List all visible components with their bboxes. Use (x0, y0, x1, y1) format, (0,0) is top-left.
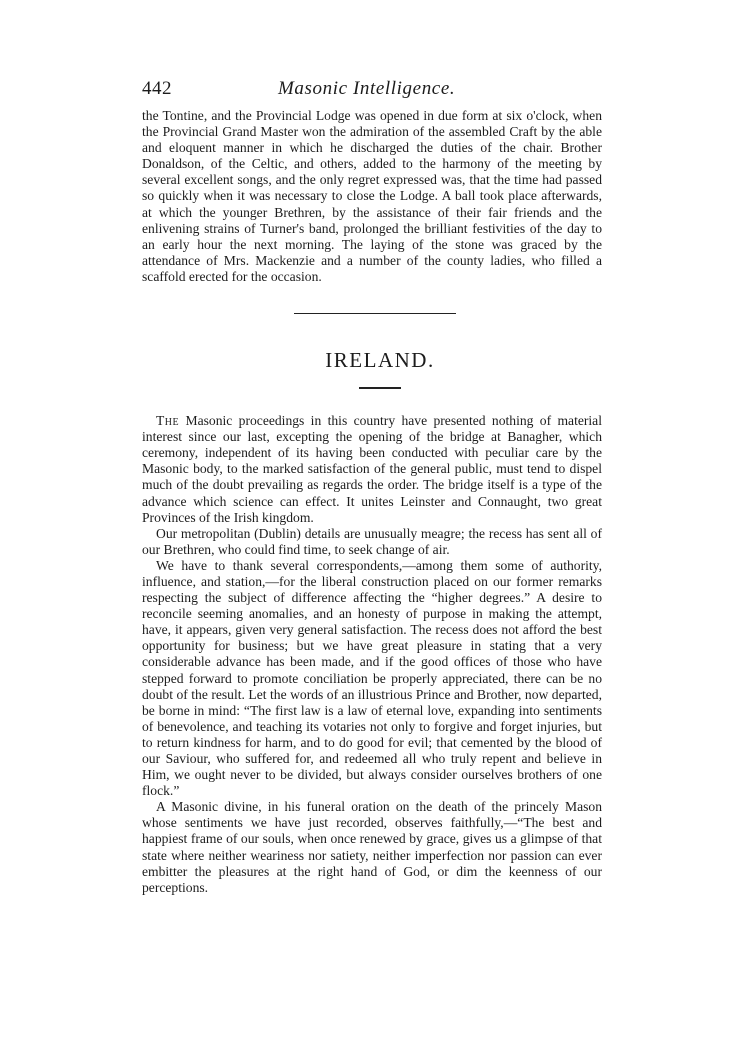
heading-underline-rule (359, 387, 401, 389)
page-number: 442 (142, 78, 172, 99)
section-paragraph-1 (142, 413, 602, 526)
running-head (142, 78, 602, 108)
running-title: Masonic Intelligence. (278, 78, 456, 99)
section-paragraph-2: Our metropolitan (Dublin) details are unusually meagre; the recess has sent all of our Brethren, who could find time, to seek change of air. (142, 525, 602, 557)
section-divider-rule (294, 313, 456, 314)
section-heading: IRELAND. (325, 348, 435, 373)
lead-word: The (156, 413, 180, 429)
book-page (142, 78, 602, 896)
section-paragraph-3: We have to thank several correspondents,—among them some of authority, influence, and station,—for the liberal construction placed on our former remarks respecting the subject of difference affecting the “higher degrees.” A desire to reconcile seeming anomalies, and an honesty of purpose in making the attempt, have, it appears, given very general satisfaction. The recess does not afford the best opportunity for business; but we have great pleasure in stating that a very considerable advance has been made, and if the good offices of those who have stepped forward to promote conciliation be properly appreciated, there can be no doubt of the result. Let the words of an illustrious Prince and Brother, now departed, be borne in mind: “The first law is a law of eternal love, expanding into sentiments of benevolence, and teaching its votaries not only to forgive and forget injuries, but to return kindness for harm, and to do good for evil; that cemented by the blood of our Saviour, who suffered for, and redeemed all who truly repent and believe in Him, we ought never to be divided, but always consider ourselves brothers of one flock.” (142, 557, 602, 799)
continued-paragraph: the Tontine, and the Provincial Lodge was opened in due form at six o'clock, when the Provincial Grand Master won the admiration of the assembled Craft by the able and eloquent manner in which he discharged the duties of the chair. Brother Donaldson, of the Celtic, and others, added to the harmony of the meeting by several excellent songs, and the only regret expressed was, that the time had passed so quickly when it was necessary to close the Lodge. A ball took place afterwards, at which the younger Brethren, by the assistance of their fair friends and the enlivening strains of Turner's band, prolonged the brilliant festivities of the day to an early hour the next morning. The laying of the stone was graced by the attendance of Mrs. Mackenzie and a number of the county ladies, who filled a scaffold erected for the occasion. (142, 108, 602, 284)
section-paragraph-4: A Masonic divine, in his funeral oration on the death of the princely Mason whose sentiments we have just recorded, observes faithfully,—“The best and happiest frame of our souls, when once renewed by grace, gives us a glimpse of that state where neither weariness nor satiety, neither imperfection nor passion can ever embitter the pleasures at the right hand of God, or dim the keenness of our perceptions. (142, 799, 602, 895)
paragraph-text: Masonic proceedings in this country have presented nothing of material interest since our last, excepting the opening of the bridge at Banagher, which ceremony, independent of its having been conducted with peculiar care by the Masonic body, to the marked satisfaction of the general public, must tend to dispel much of the doubt prevailing as regards the order. The bridge itself is a type of the advance which science can effect. It unites Leinster and Connaught, two great Provinces of the Irish kingdom. (142, 413, 602, 525)
